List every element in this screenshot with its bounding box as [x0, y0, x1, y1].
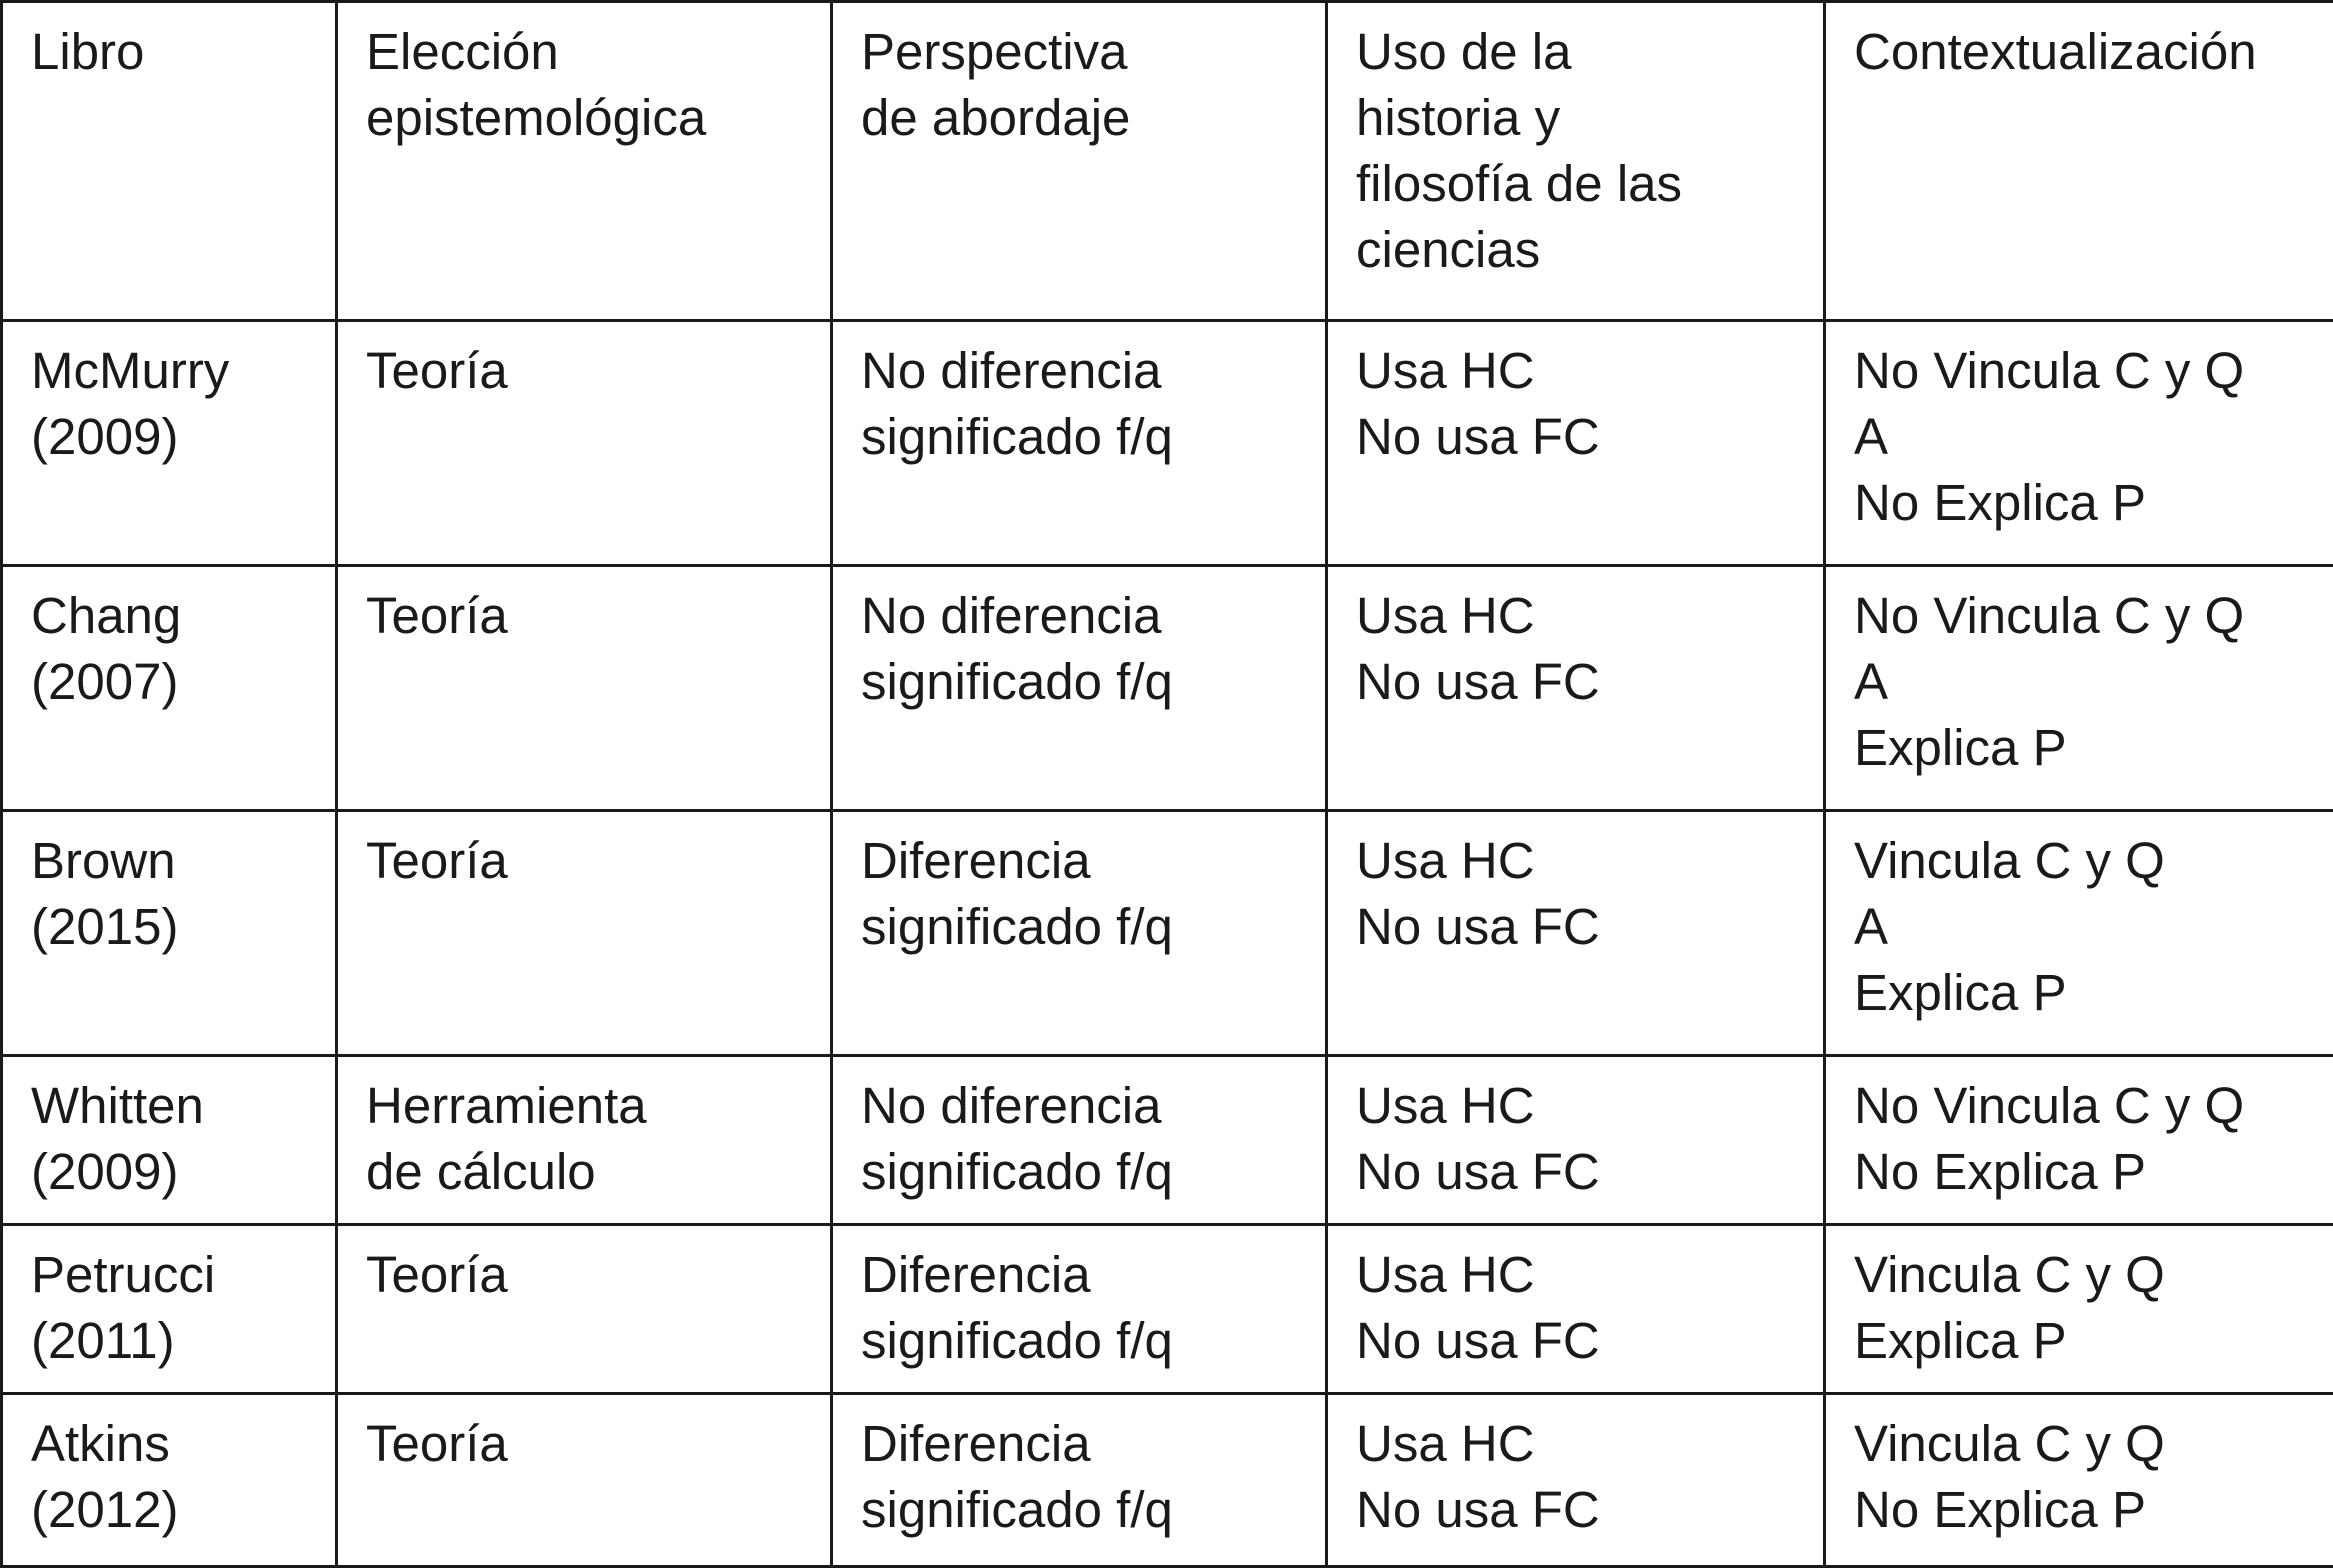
cell-perspectiva: No diferencia significado f/q [832, 321, 1327, 566]
cell-libro: Whitten (2009) [2, 1056, 337, 1225]
cell-uso: Usa HC No usa FC [1327, 1056, 1825, 1225]
cell-perspectiva: Diferencia significado f/q [832, 1225, 1327, 1394]
cell-eleccion: Teoría [337, 566, 832, 811]
cell-contexto: Vincula C y Q A Explica P [1825, 811, 2333, 1056]
cell-uso: Usa HC No usa FC [1327, 566, 1825, 811]
table-row [2, 811, 2333, 1056]
table-row [2, 321, 2333, 566]
table-row [2, 1394, 2333, 1567]
cell-contexto: Vincula C y Q No Explica P [1825, 1394, 2333, 1567]
header-contextualizacion: Contextualización [1825, 2, 2333, 321]
cell-uso: Usa HC No usa FC [1327, 321, 1825, 566]
cell-contexto: Vincula C y Q Explica P [1825, 1225, 2333, 1394]
cell-libro: McMurry (2009) [2, 321, 337, 566]
cell-contexto: No Vincula C y Q A No Explica P [1825, 321, 2333, 566]
cell-libro: Chang (2007) [2, 566, 337, 811]
header-uso-historia-filosofia: Uso de la historia y filosofía de las ciencias [1327, 2, 1825, 321]
cell-perspectiva: No diferencia significado f/q [832, 566, 1327, 811]
cell-perspectiva: No diferencia significado f/q [832, 1056, 1327, 1225]
header-perspectiva-de-abordaje: Perspectiva de abordaje [832, 2, 1327, 321]
cell-eleccion: Teoría [337, 1394, 832, 1567]
cell-uso: Usa HC No usa FC [1327, 1225, 1825, 1394]
cell-perspectiva: Diferencia significado f/q [832, 811, 1327, 1056]
table-row [2, 1056, 2333, 1225]
cell-libro: Brown (2015) [2, 811, 337, 1056]
cell-contexto: No Vincula C y Q A Explica P [1825, 566, 2333, 811]
cell-eleccion: Teoría [337, 321, 832, 566]
table-row [2, 566, 2333, 811]
cell-eleccion: Herramienta de cálculo [337, 1056, 832, 1225]
header-eleccion-epistemologica: Elección epistemológica [337, 2, 832, 321]
header-libro: Libro [2, 2, 337, 321]
cell-eleccion: Teoría [337, 1225, 832, 1394]
cell-uso: Usa HC No usa FC [1327, 1394, 1825, 1567]
cell-perspectiva: Diferencia significado f/q [832, 1394, 1327, 1567]
cell-eleccion: Teoría [337, 811, 832, 1056]
cell-libro: Petrucci (2011) [2, 1225, 337, 1394]
cell-contexto: No Vincula C y Q No Explica P [1825, 1056, 2333, 1225]
cell-libro: Atkins (2012) [2, 1394, 337, 1567]
cell-uso: Usa HC No usa FC [1327, 811, 1825, 1056]
table-row [2, 1225, 2333, 1394]
table-header-row [2, 2, 2333, 321]
